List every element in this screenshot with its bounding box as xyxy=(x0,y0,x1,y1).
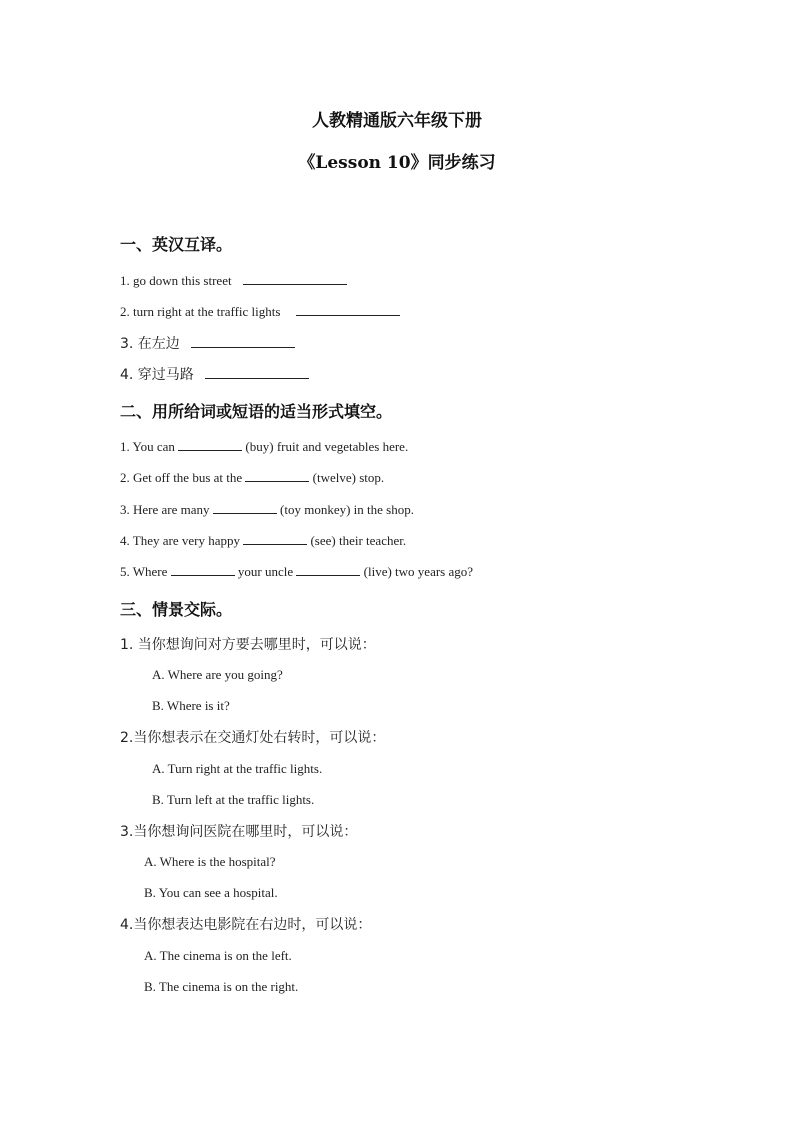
s1-item-4 xyxy=(120,364,309,384)
s3-question-4: 4.当你想表达电影院在右边时，可以说： xyxy=(120,917,372,933)
title-line-2: 《Lesson 10》同步练习 xyxy=(298,153,496,173)
s3-q2-option-a[interactable]: A. Turn right at the traffic lights. xyxy=(152,761,323,776)
s2-item-5-blank-1[interactable] xyxy=(171,563,235,576)
s2-item-4-blank[interactable] xyxy=(243,532,307,545)
s3-q1-option-b[interactable]: B. Where is it? xyxy=(152,698,230,713)
s1-item-2-blank[interactable] xyxy=(296,303,400,316)
s1-item-1 xyxy=(120,272,347,289)
s3-question-3: 3.当你想询问医院在哪里时，可以说： xyxy=(120,824,358,840)
s1-item-4-blank[interactable] xyxy=(205,366,309,379)
s1-item-1-blank[interactable] xyxy=(243,272,347,285)
s3-q1-option-a[interactable]: A. Where are you going? xyxy=(152,667,283,682)
s1-item-2-text: 2. turn right at the traffic lights xyxy=(120,304,281,319)
s2-item-3-blank[interactable] xyxy=(213,501,277,514)
s2-item-5-mid: your uncle xyxy=(237,564,294,579)
s3-q2-option-b[interactable]: B. Turn left at the traffic lights. xyxy=(152,792,315,807)
s2-item-1-pre: 1. You can xyxy=(120,439,175,454)
section1-heading: 一、英汉互译。 xyxy=(120,235,233,254)
section2-heading: 二、用所给词或短语的适当形式填空。 xyxy=(120,402,393,421)
s1-item-4-text: 4. 穿过马路 xyxy=(120,367,194,383)
s1-item-1-text: 1. go down this street xyxy=(120,273,232,288)
s3-q3-option-b[interactable]: B. You can see a hospital. xyxy=(144,885,278,900)
s2-item-4 xyxy=(120,532,406,549)
s3-q3-option-a[interactable]: A. Where is the hospital? xyxy=(144,854,276,869)
section3-heading: 三、情景交际。 xyxy=(120,600,233,619)
s2-item-5 xyxy=(120,563,473,580)
s2-item-3 xyxy=(120,501,414,518)
title-line-1: 人教精通版六年级下册 xyxy=(312,111,482,131)
s2-item-2-blank[interactable] xyxy=(245,469,309,482)
s2-item-2-pre: 2. Get off the bus at the xyxy=(120,470,243,485)
s1-item-3-blank[interactable] xyxy=(191,335,295,348)
s2-item-5-blank-2[interactable] xyxy=(296,563,360,576)
s2-item-4-pre: 4. They are very happy xyxy=(120,533,240,548)
s3-question-2: 2.当你想表示在交通灯处右转时，可以说： xyxy=(120,730,386,746)
s2-item-2-hint: (twelve) stop. xyxy=(312,470,385,485)
s2-item-3-pre: 3. Here are many xyxy=(120,502,210,517)
s1-item-2 xyxy=(120,303,400,320)
s3-q4-option-a[interactable]: A. The cinema is on the left. xyxy=(144,948,292,963)
s2-item-5-hint: (live) two years ago? xyxy=(363,564,474,579)
s2-item-1-blank[interactable] xyxy=(178,438,242,451)
s2-item-4-hint: (see) their teacher. xyxy=(310,533,407,548)
s2-item-1 xyxy=(120,438,408,455)
s1-item-3-text: 3. 在左边 xyxy=(120,336,180,352)
s2-item-3-hint: (toy monkey) in the shop. xyxy=(280,502,414,517)
s2-item-2 xyxy=(120,469,384,486)
s2-item-5-pre: 5. Where xyxy=(120,564,168,579)
s1-item-3 xyxy=(120,333,295,353)
s3-q4-option-b[interactable]: B. The cinema is on the right. xyxy=(144,979,299,994)
s2-item-1-hint: (buy) fruit and vegetables here. xyxy=(245,439,409,454)
s3-question-1: 1. 当你想询问对方要去哪里时，可以说： xyxy=(120,637,376,653)
